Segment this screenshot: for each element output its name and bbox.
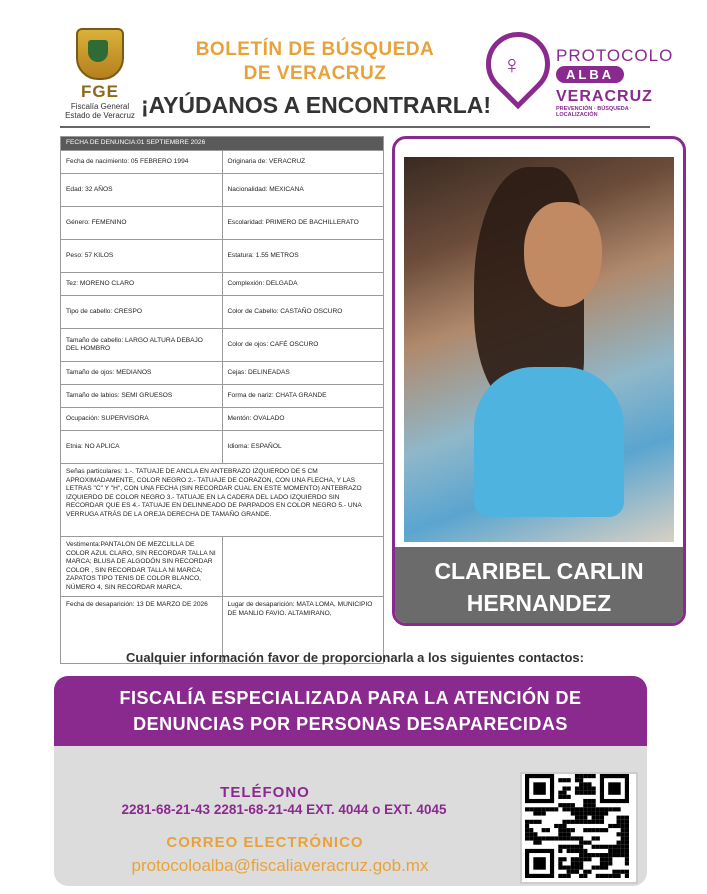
title-line-1: BOLETÍN DE BÚSQUEDA: [195, 39, 435, 60]
table-cell: Etnia: NO APLICA: [61, 431, 223, 464]
table-cell: Fecha de nacimiento: 05 FEBRERO 1994: [61, 151, 223, 174]
table-cell: Tamaño de ojos: MEDIANOS: [61, 362, 223, 385]
table-cell: Cejas: DELINEADAS: [222, 362, 384, 385]
name-line-2: HERNANDEZ: [466, 590, 612, 616]
clothing: Vestimenta:PANTALON DE MEZCLILLA DE COLOR AZUL CLARO, SIN RECORDAR TALLA NI MARCA; BLUSA DE ALGODÓN SIN RECORDAR COLOR , SIN RECORDAR TALLA NI MARCA; ZAPATOS TIPO TENIS DE COLOR BLANCO, NÚMERO 4, SIN RECORDAR MARCA.: [61, 537, 223, 597]
header-divider: [60, 126, 650, 128]
missing-person-photo: [404, 157, 674, 542]
table-cell: Tez: MORENO CLARO: [61, 273, 223, 296]
alba-line-2: ALBA: [556, 66, 624, 83]
fge-logo-text: FGE: [81, 82, 119, 101]
alba-line-1: PROTOCOLO: [556, 46, 674, 65]
table-cell: Edad: 32 AÑOS: [61, 174, 223, 207]
distinguishing-marks: Señas particulares: 1.-. TATUAJE DE ANCLA EN ANTEBRAZO IZQUIERDO DE 5 CM APROXIMADAMENTE, COLOR NEGRO 2.- TATUAJE DE CORAZON, CON UNA FLECHA, Y LAS LETRAS "C" Y "H", CON UNA FECHA (SIN RECORDAR CUAL EN ESTE MOMENTO) ANTEBRAZO IZQUIERDO DE COLOR NEGRO 3.- TATUAJE EN LA CADERA DEL LADO IZQUIERDO SIN RECORDAR QUE ES 4.- TATUAJE EN DELINNEADO DE PARPADOS EN COLOR NEGRO 5.- UNA VERRUGA ATRÁS DE LA OREJA DERECHA DE TAMAÑO GRANDE.: [61, 464, 384, 537]
fge-logo-subtitle-2: Estado de Veracruz: [65, 111, 135, 120]
table-cell: Color de ojos: CAFÉ OSCURO: [222, 329, 384, 362]
banner-line-2: DENUNCIAS POR PERSONAS DESAPARECIDAS: [133, 714, 568, 734]
photo-card: [392, 136, 686, 626]
alba-tagline: PREVENCIÓN · BÚSQUEDA · LOCALIZACIÓN: [556, 106, 632, 118]
table-cell: Complexión: DELGADA: [222, 273, 384, 296]
fge-logo-subtitle-1: Fiscalía General: [70, 102, 130, 111]
email-link[interactable]: protocoloalba@fiscaliaveracruz.gob.mx: [131, 856, 429, 875]
phone-label: TELÉFONO: [220, 784, 310, 801]
disappearance-date: Fecha de desaparición: 13 DE MARZO DE 2026: [61, 597, 223, 664]
protocolo-alba-logo: [486, 32, 674, 118]
table-cell: Color de Cabello: CASTAÑO OSCURO: [222, 296, 384, 329]
report-date: FECHA DE DENUNCIA:01 SEPTIEMBRE 2026: [61, 137, 384, 151]
bulletin-title: [150, 38, 480, 86]
person-details-table: [60, 136, 384, 664]
qr-code-graphic: [522, 774, 632, 878]
table-cell: Tamaño de labios: SEMI GRUESOS: [61, 385, 223, 408]
phone-numbers[interactable]: 2281-68-21-43 2281-68-21-44 EXT. 4044 o EXT. 4045: [121, 802, 447, 817]
table-cell: Forma de nariz: CHATA GRANDE: [222, 385, 384, 408]
table-cell: Ocupación: SUPERVISORA: [61, 408, 223, 431]
coat-of-arms-icon: [76, 28, 124, 80]
banner-line-1: FISCALÍA ESPECIALIZADA PARA LA ATENCIÓN DE: [119, 688, 582, 708]
table-cell: Estatura: 1.55 METROS: [222, 240, 384, 273]
alba-line-3: VERACRUZ: [556, 88, 653, 105]
email-label: CORREO ELECTRÓNICO: [166, 834, 364, 851]
disappearance-place: Lugar de desaparición: MATA LOMA, MUNICIPIO DE MANLIO FAVIO. ALTAMIRANO,: [222, 597, 384, 664]
empty-cell: [222, 537, 384, 597]
qr-code-icon[interactable]: [520, 772, 638, 884]
table-cell: Mentón: OVALADO: [222, 408, 384, 431]
table-cell: Originaria de: VERACRUZ: [222, 151, 384, 174]
title-line-2: DE VERACRUZ: [243, 63, 387, 84]
agency-banner: [54, 676, 647, 746]
table-cell: Género: FEMENINO: [61, 207, 223, 240]
table-cell: Tamaño de cabello: LARGO ALTURA DEBAJO DEL HOMBRO: [61, 329, 223, 362]
bulletin-subtitle: ¡AYÚDANOS A ENCONTRARLA!: [140, 92, 492, 118]
table-cell: Tipo de cabello: CRESPO: [61, 296, 223, 329]
table-cell: Idioma: ESPAÑOL: [222, 431, 384, 464]
table-cell: Nacionalidad: MEXICANA: [222, 174, 384, 207]
table-cell: Escolaridad: PRIMERO DE BACHILLERATO: [222, 207, 384, 240]
table-cell: Peso: 57 KILOS: [61, 240, 223, 273]
name-line-1: CLARIBEL CARLIN: [434, 558, 644, 584]
person-name: [395, 547, 683, 623]
contacts-note: Cualquier información favor de proporcionarla a los siguientes contactos:: [126, 650, 584, 665]
female-symbol-pin-icon: ♀: [473, 19, 564, 110]
fge-logo: [60, 28, 140, 120]
